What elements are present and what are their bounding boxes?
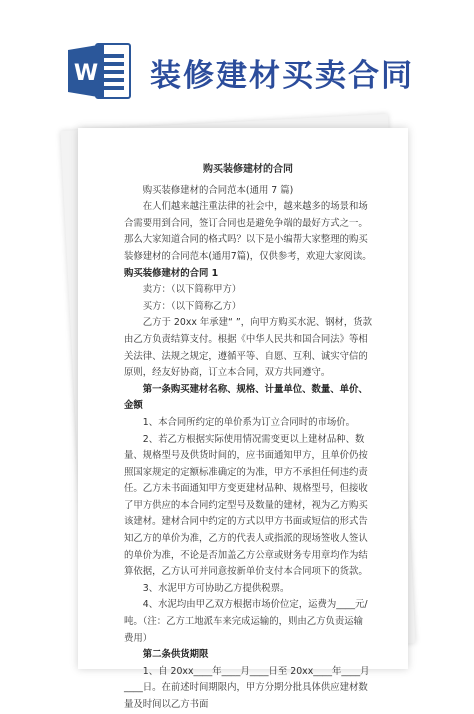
clause-heading-1: 第一条购买建材名称、规格、计量单位、数量、单价、金额 bbox=[124, 383, 368, 412]
document-page bbox=[78, 128, 408, 710]
seller-line: 卖方：（以下简称甲方） bbox=[142, 284, 242, 296]
paragraph-subtitle: 购买装修建材的合同范本(通用 7 篇) bbox=[142, 184, 294, 196]
svg-text:W: W bbox=[73, 61, 99, 86]
clause-item: 3、水泥甲方可协助乙方提供税票。 bbox=[142, 582, 290, 594]
buyer-line: 买方：（以下简称乙方） bbox=[142, 300, 242, 312]
clause-item: 4、水泥均由甲乙双方根据市场价位定，运费为____元/吨。（注：乙方工地派车来完成运输的，则由乙方负责运输费用） bbox=[124, 599, 368, 644]
document-body bbox=[78, 128, 408, 714]
header bbox=[0, 0, 474, 120]
clause-heading-2: 第二条供货期限 bbox=[142, 649, 209, 661]
paragraph-intro: 在人们越来越注重法律的社会中，越来越多的场景和场合需要用到合同，签订合同也是避免争端的最好方式之一。那么大家知道合同的格式吗？以下是小编帮大家整理的购买装修建材的合同范本(通用7篇)，仅供参考，欢迎大家阅读。 bbox=[124, 201, 372, 262]
clause-item: 2、若乙方根据实际使用情况需变更以上建材品种、数量、规格型号及供货时间的，应书面通知甲方，且单价仍按照国家规定的定额标准确定的为准，甲方不承担任何违约责任。乙方未书面通知甲方变更建材品种、规格型号，但接收了甲方供应的本合同约定型号及数量的建材，视为乙方购买该建材。建材合同中约定的方式以甲方书面或短信的形式告知乙方的单价为准，乙方的代表人或指派的现场签收人签认的单价为准，不论是否加盖乙方公章或财务专用章均作为结算依据，乙方认可并同意按新单价支付本合同项下的货款。 bbox=[124, 433, 368, 578]
clause-item: 1、自 20xx____年____月____日至 20xx____年____月____日。在前述时间期限内，甲方分期分批具体供应建材数量及时间以乙方书面 bbox=[124, 665, 370, 710]
section-heading: 购买装修建材的合同 1 bbox=[124, 267, 219, 279]
word-document-icon bbox=[68, 44, 130, 98]
document-title: 购买装修建材的合同 bbox=[203, 164, 293, 175]
clause-item: 1、本合同所约定的单价系为订立合同时的市场价。 bbox=[142, 416, 356, 428]
paragraph-agreement: 乙方于 20xx 年承建“ ”，向甲方购买水泥、钢材，货款由乙方负责结算支付。根据《中华人民共和国合同法》等相关法律、法规之规定，遵循平等、自愿、互利、诚实守信的原则，经友好协商，订立本合同，双方共同遵守。 bbox=[124, 317, 372, 379]
page-title: 装修建材买卖合同 bbox=[150, 58, 414, 94]
